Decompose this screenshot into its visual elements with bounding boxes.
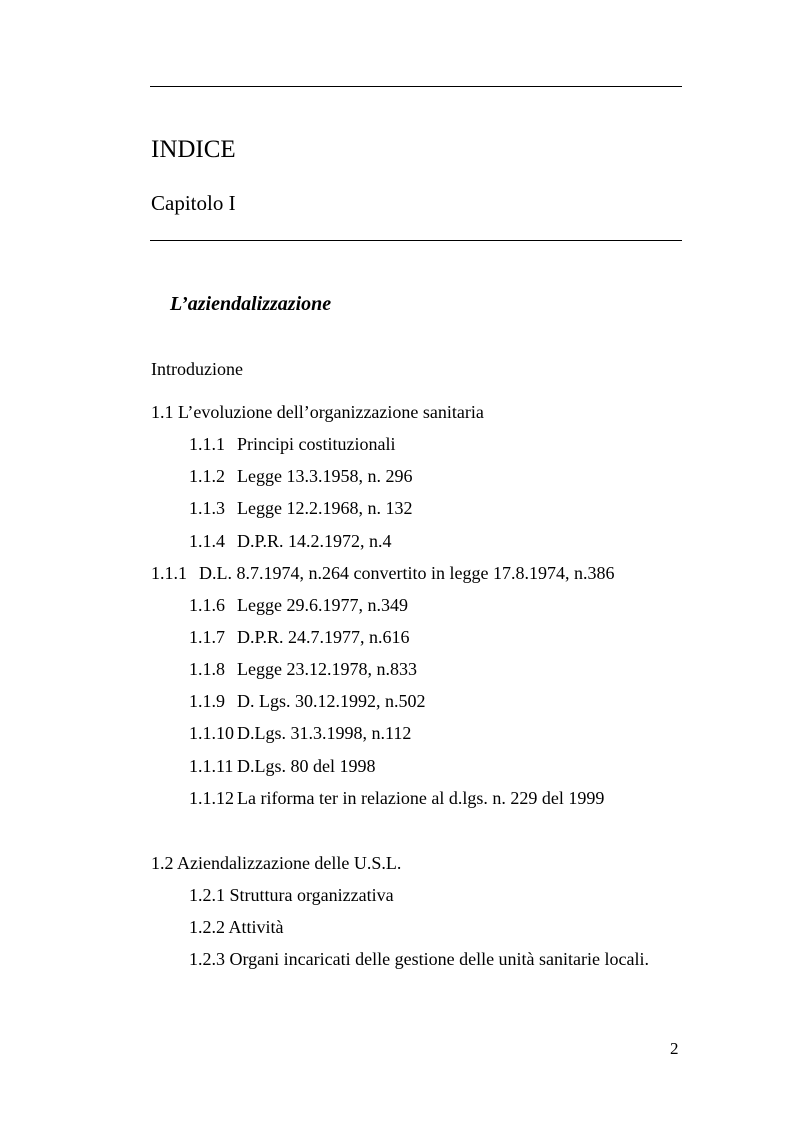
chapter-label: Capitolo I — [151, 191, 236, 215]
toc-entry-text: La riforma ter in relazione al d.lgs. n. 229 del 1999 — [237, 788, 605, 808]
index-title: INDICE — [151, 136, 236, 163]
toc-entry — [189, 722, 411, 744]
toc-entry-number: 1.1 — [151, 402, 174, 422]
toc-entry-number: 1.1.3 — [189, 498, 225, 518]
toc-entry — [189, 916, 284, 938]
toc-entry — [189, 433, 395, 455]
toc-entry — [189, 626, 410, 648]
toc-entry-text: D. Lgs. 30.12.1992, n.502 — [237, 691, 426, 711]
top-divider — [150, 86, 682, 87]
toc-entry-number: 1.1.6 — [189, 595, 225, 615]
toc-entry — [189, 497, 412, 519]
toc-entry-text: Legge 12.2.1968, n. 132 — [237, 498, 413, 518]
toc-entry-text: D.P.R. 14.2.1972, n.4 — [237, 531, 392, 551]
toc-entry-number: 1.2.1 — [189, 885, 225, 905]
toc-entry-text: D.P.R. 24.7.1977, n.616 — [237, 627, 410, 647]
toc-entry-text: Organi incaricati delle gestione delle unità sanitarie locali. — [229, 949, 650, 969]
toc-entry-number: 1.1.4 — [189, 531, 225, 551]
toc-entry — [189, 787, 604, 809]
toc-entry-1-2 — [151, 852, 401, 874]
page-number: 2 — [670, 1039, 679, 1058]
toc-entry-text: D.L. 8.7.1974, n.264 convertito in legge 17.8.1974, n.386 — [199, 563, 615, 583]
toc-entry — [189, 530, 392, 552]
toc-entry-number: 1.1.7 — [189, 627, 225, 647]
toc-entry — [189, 658, 417, 680]
toc-entry-number: 1.1.10 — [189, 723, 234, 743]
toc-entry-1-1 — [151, 401, 484, 423]
toc-entry-text: Legge 29.6.1977, n.349 — [237, 595, 408, 615]
toc-entry-text: Legge 13.3.1958, n. 296 — [237, 466, 413, 486]
toc-entry — [189, 690, 426, 712]
toc-entry-number: 1.1.1 — [189, 434, 225, 454]
toc-entry-text: D.Lgs. 31.3.1998, n.112 — [237, 723, 412, 743]
toc-entry-text: Legge 23.12.1978, n.833 — [237, 659, 417, 679]
toc-entry-number: 1.2.2 — [189, 917, 225, 937]
toc-entry-text: Attività — [228, 917, 284, 937]
toc-entry-text: Aziendalizzazione delle U.S.L. — [177, 853, 402, 873]
toc-entry-number: 1.1.9 — [189, 691, 225, 711]
toc-entry — [189, 465, 412, 487]
toc-entry — [189, 594, 408, 616]
toc-entry-text: Principi costituzionali — [237, 434, 396, 454]
toc-entry-number: 1.1.1 — [151, 563, 187, 583]
chapter-title: L’aziendalizzazione — [170, 293, 332, 315]
toc-entry-text: Struttura organizzativa — [229, 885, 394, 905]
toc-entry — [189, 948, 649, 970]
chapter-divider — [150, 240, 682, 241]
toc-entry — [189, 755, 376, 777]
toc-entry-intro — [151, 358, 243, 380]
toc-entry — [151, 562, 614, 584]
toc-entry — [189, 884, 394, 906]
toc-entry-text: L’evoluzione dell’organizzazione sanitaria — [178, 402, 484, 422]
toc-entry-number: 1.1.8 — [189, 659, 225, 679]
toc-entry-text: D.Lgs. 80 del 1998 — [237, 756, 376, 776]
toc-entry-number: 1.1.2 — [189, 466, 225, 486]
toc-entry-text: Introduzione — [151, 359, 243, 379]
toc-entry-number: 1.1.11 — [189, 756, 234, 776]
toc-entry-number: 1.1.12 — [189, 788, 234, 808]
toc-entry-number: 1.2 — [151, 853, 174, 873]
toc-entry-number: 1.2.3 — [189, 949, 225, 969]
